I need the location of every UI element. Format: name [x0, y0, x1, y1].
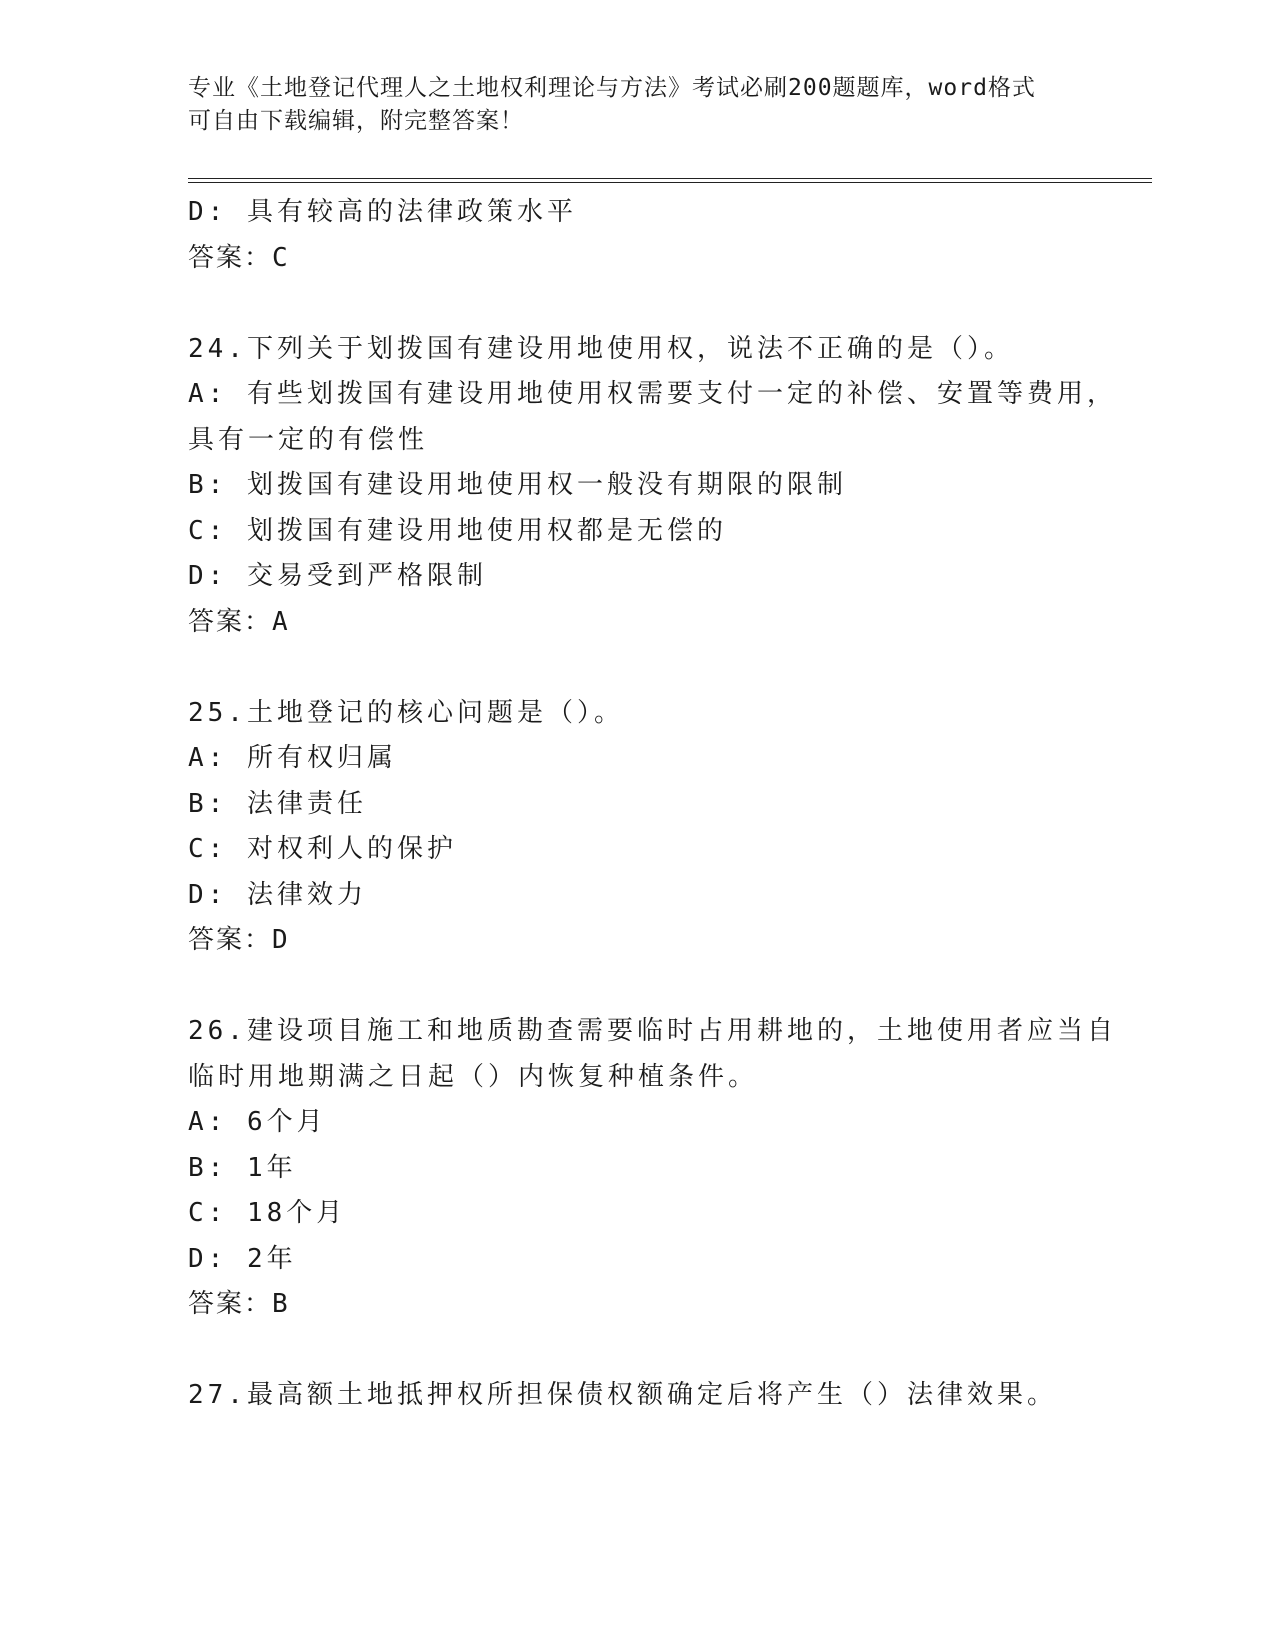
- spacer: [188, 281, 1088, 327]
- question-list: [188, 190, 1117, 1419]
- answer: 答案：A: [188, 606, 290, 637]
- page-header: [188, 72, 1088, 138]
- option-d: D: 法律效力: [188, 879, 367, 910]
- option-a: A: 所有权归属: [188, 743, 397, 773]
- question-23-tail: [188, 190, 1088, 281]
- spacer: [188, 964, 1088, 1010]
- question-27: [188, 1373, 1088, 1419]
- question-26: [188, 1009, 1117, 1328]
- option-a-continued: 具有一定的有偿性: [188, 424, 429, 455]
- answer: 答案：D: [188, 925, 290, 955]
- spacer: [188, 1328, 1088, 1374]
- spacer: [188, 645, 1088, 691]
- header-line-1: 专业《土地登记代理人之土地权利理论与方法》考试必刷200题题库，word格式: [188, 75, 1036, 101]
- header-divider: [188, 178, 1152, 183]
- option-b: B: 1年: [188, 1152, 297, 1183]
- answer: 答案：B: [188, 1289, 290, 1319]
- option-d: D: 具有较高的法律政策水平: [188, 197, 577, 227]
- answer: 答案：C: [188, 242, 290, 273]
- option-d: D: 交易受到严格限制: [188, 561, 487, 591]
- question-stem: 24.下列关于划拨国有建设用地使用权，说法不正确的是（）。: [188, 333, 1014, 364]
- question-stem: 25.土地登记的核心问题是（）。: [188, 697, 624, 728]
- option-d: D: 2年: [188, 1243, 297, 1274]
- question-stem: 26.建设项目施工和地质勘查需要临时占用耕地的，土地使用者应当自: [188, 1016, 1117, 1046]
- header-line-2: 可自由下载编辑，附完整答案！: [188, 108, 524, 134]
- option-c: C: 18个月: [188, 1198, 347, 1228]
- question-stem: 27.最高额土地抵押权所担保债权额确定后将产生（）法律效果。: [188, 1380, 1057, 1410]
- question-stem-continued: 临时用地期满之日起（）内恢复种植条件。: [188, 1061, 759, 1092]
- option-b: B: 划拨国有建设用地使用权一般没有期限的限制: [188, 470, 847, 500]
- question-24: [188, 327, 1117, 646]
- option-a: A: 有些划拨国有建设用地使用权需要支付一定的补偿、安置等费用，: [188, 379, 1117, 409]
- option-c: C: 对权利人的保护: [188, 834, 457, 864]
- question-25: [188, 691, 1088, 964]
- option-c: C: 划拨国有建设用地使用权都是无偿的: [188, 515, 727, 546]
- option-b: B: 法律责任: [188, 788, 367, 819]
- option-a: A: 6个月: [188, 1107, 327, 1137]
